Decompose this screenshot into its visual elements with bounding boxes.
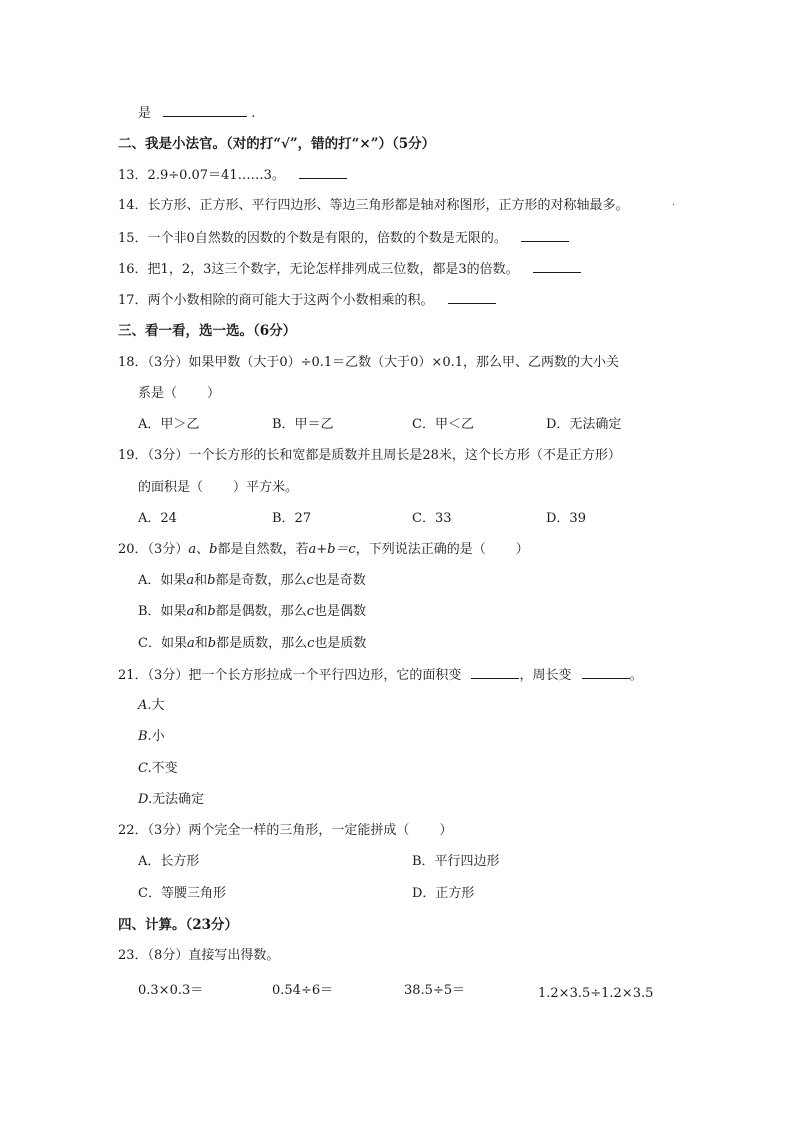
q21-c-letter: C. xyxy=(138,761,152,776)
q20-option-c[interactable] xyxy=(138,635,366,653)
q20-c-post: 也是质数 xyxy=(314,636,367,651)
q20-mid3: ，下列说法正确的是（ xyxy=(355,542,486,557)
q20-b-var-a: a xyxy=(186,604,195,619)
q21-part1: 21．（3分）把一个长方形拉成一个平行四边形，它的面积变 xyxy=(118,668,462,683)
q19-option-d[interactable]: D．39 xyxy=(546,511,586,526)
q16-text: 16．把1，2，3这三个数字，无论怎样排列成三位数，都是3的倍数。 xyxy=(118,262,519,277)
q23-item-4: 1.2×3.5÷1.2×3.5 xyxy=(538,986,654,1001)
section-4-title: 四、计算。（23分） xyxy=(118,917,239,933)
q22-line-b: ） xyxy=(439,823,453,838)
q20-a-and: 和 xyxy=(194,573,208,588)
question-20 xyxy=(118,541,529,559)
q22-option-b[interactable]: B．平行四边形 xyxy=(412,854,500,869)
section-2-title: 二、我是小法官。（对的打“√”，错的打“×”）（5分） xyxy=(118,136,436,152)
q22-option-c[interactable]: C．等腰三角形 xyxy=(138,886,226,901)
q12-suffix: . xyxy=(251,106,256,121)
q20-a-var-c: c xyxy=(306,573,314,588)
question-13 xyxy=(118,166,347,185)
q15-answer-blank[interactable] xyxy=(521,229,569,242)
q20-c-var-c: c xyxy=(307,636,315,651)
q21-part2: ，周长变 xyxy=(519,668,572,683)
q20-c-and: 和 xyxy=(194,636,208,651)
q20-equation: a+b＝c xyxy=(308,542,356,557)
question-12-tail xyxy=(138,104,255,123)
q19-option-a[interactable]: A．24 xyxy=(138,511,177,526)
q20-b-pre: B．如果 xyxy=(138,604,187,619)
q21-option-b[interactable] xyxy=(138,728,165,746)
q23-item-3: 38.5÷5＝ xyxy=(404,983,466,998)
q20-b-post: 也是偶数 xyxy=(313,604,366,619)
question-23: 23．（8分）直接写出得数。 xyxy=(118,948,280,963)
q20-a-pre: A．如果 xyxy=(138,573,187,588)
q21-d-letter: D. xyxy=(138,792,153,807)
q20-option-a[interactable] xyxy=(138,572,366,590)
q21-blank-area[interactable] xyxy=(471,666,519,679)
question-17 xyxy=(118,291,496,310)
q20-a-var-a: a xyxy=(186,573,195,588)
q12-prefix: 是 xyxy=(138,106,152,121)
q20-c-mid: 都是质数，那么 xyxy=(216,636,308,651)
q20-c-pre: C．如果 xyxy=(138,636,187,651)
q20-a-var-b: b xyxy=(207,573,216,588)
q19-stem-a: 的面积是（ xyxy=(138,480,204,495)
q17-text: 17．两个小数相除的商可能大于这两个小数相乘的积。 xyxy=(118,293,434,308)
margin-mark: · xyxy=(672,200,676,211)
section-3-title: 三、看一看，选一选。（6分） xyxy=(118,323,297,339)
q20-b-var-c: c xyxy=(306,604,314,619)
question-16 xyxy=(118,260,581,279)
q20-b-mid: 都是偶数，那么 xyxy=(215,604,307,619)
q21-option-c[interactable] xyxy=(138,760,178,778)
q23-item-2: 0.54÷6＝ xyxy=(272,983,334,998)
q18-stem-b: ） xyxy=(207,386,221,401)
question-15 xyxy=(118,229,569,248)
question-19-line2 xyxy=(138,479,298,497)
q17-answer-blank[interactable] xyxy=(448,291,496,304)
q14-text: 14．长方形、正方形、平行四边形、等边三角形都是轴对称图形，正方形的对称轴最多。 xyxy=(118,198,629,213)
q20-var-b: b xyxy=(209,542,218,557)
question-21 xyxy=(118,666,643,685)
q13-text: 13．2.9÷0.07＝41……3。 xyxy=(118,168,285,183)
question-18-line1: 18．（3分）如果甲数（大于0）÷0.1＝乙数（大于0）×0.1，那么甲、乙两数的大小关 xyxy=(118,355,619,370)
q22-option-d[interactable]: D．正方形 xyxy=(412,886,475,901)
question-18-line2 xyxy=(138,385,220,403)
q20-c-var-a: a xyxy=(186,636,195,651)
q20-b-var-b: b xyxy=(207,604,216,619)
q18-option-b[interactable]: B．甲＝乙 xyxy=(272,417,334,432)
q21-c-text: 不变 xyxy=(151,761,178,776)
q20-end: ） xyxy=(515,542,529,557)
q18-stem-a: 系是（ xyxy=(138,386,178,401)
q21-option-a[interactable] xyxy=(138,697,165,715)
q21-part3: 。 xyxy=(629,668,643,683)
q23-item-1: 0.3×0.3＝ xyxy=(138,983,204,998)
q18-option-c[interactable]: C．甲＜乙 xyxy=(412,417,474,432)
q18-option-d[interactable]: D．无法确定 xyxy=(546,417,622,432)
q20-c-var-b: b xyxy=(207,636,217,651)
question-14 xyxy=(118,197,629,215)
q19-stem-b: ）平方米。 xyxy=(233,480,299,495)
q20-prefix: 20．（3分） xyxy=(118,542,189,557)
q21-d-text: 无法确定 xyxy=(152,792,205,807)
q13-answer-blank[interactable] xyxy=(299,166,347,179)
question-22 xyxy=(118,822,452,840)
q20-mid2: 都是自然数，若 xyxy=(217,542,309,557)
q22-line-a: 22．（3分）两个完全一样的三角形，一定能拼成（ xyxy=(118,823,410,838)
q22-option-a[interactable]: A．长方形 xyxy=(138,854,200,869)
q20-mid1: 、 xyxy=(196,542,210,557)
q12-answer-blank[interactable] xyxy=(163,104,247,117)
q19-option-c[interactable]: C．33 xyxy=(412,511,452,526)
question-19-line1: 19．（3分）一个长方形的长和宽都是质数并且周长是28米，这个长方形（不是正方形） xyxy=(118,448,621,463)
q15-text: 15．一个非0自然数的因数的个数是有限的，倍数的个数是无限的。 xyxy=(118,231,507,246)
q16-answer-blank[interactable] xyxy=(533,260,581,273)
q21-option-d[interactable] xyxy=(138,791,204,809)
q20-b-and: 和 xyxy=(194,604,208,619)
q19-option-b[interactable]: B．27 xyxy=(272,511,312,526)
q20-option-b[interactable] xyxy=(138,603,366,621)
q21-blank-perimeter[interactable] xyxy=(582,666,630,679)
q21-b-text: 小 xyxy=(151,729,165,744)
q20-var-a: a xyxy=(188,542,197,557)
q20-a-mid: 都是奇数，那么 xyxy=(215,573,307,588)
q18-option-a[interactable]: A．甲＞乙 xyxy=(138,417,200,432)
q21-a-letter: A. xyxy=(138,698,152,713)
q20-a-post: 也是奇数 xyxy=(313,573,366,588)
q21-b-letter: B. xyxy=(138,729,152,744)
q21-a-text: 大 xyxy=(151,698,165,713)
